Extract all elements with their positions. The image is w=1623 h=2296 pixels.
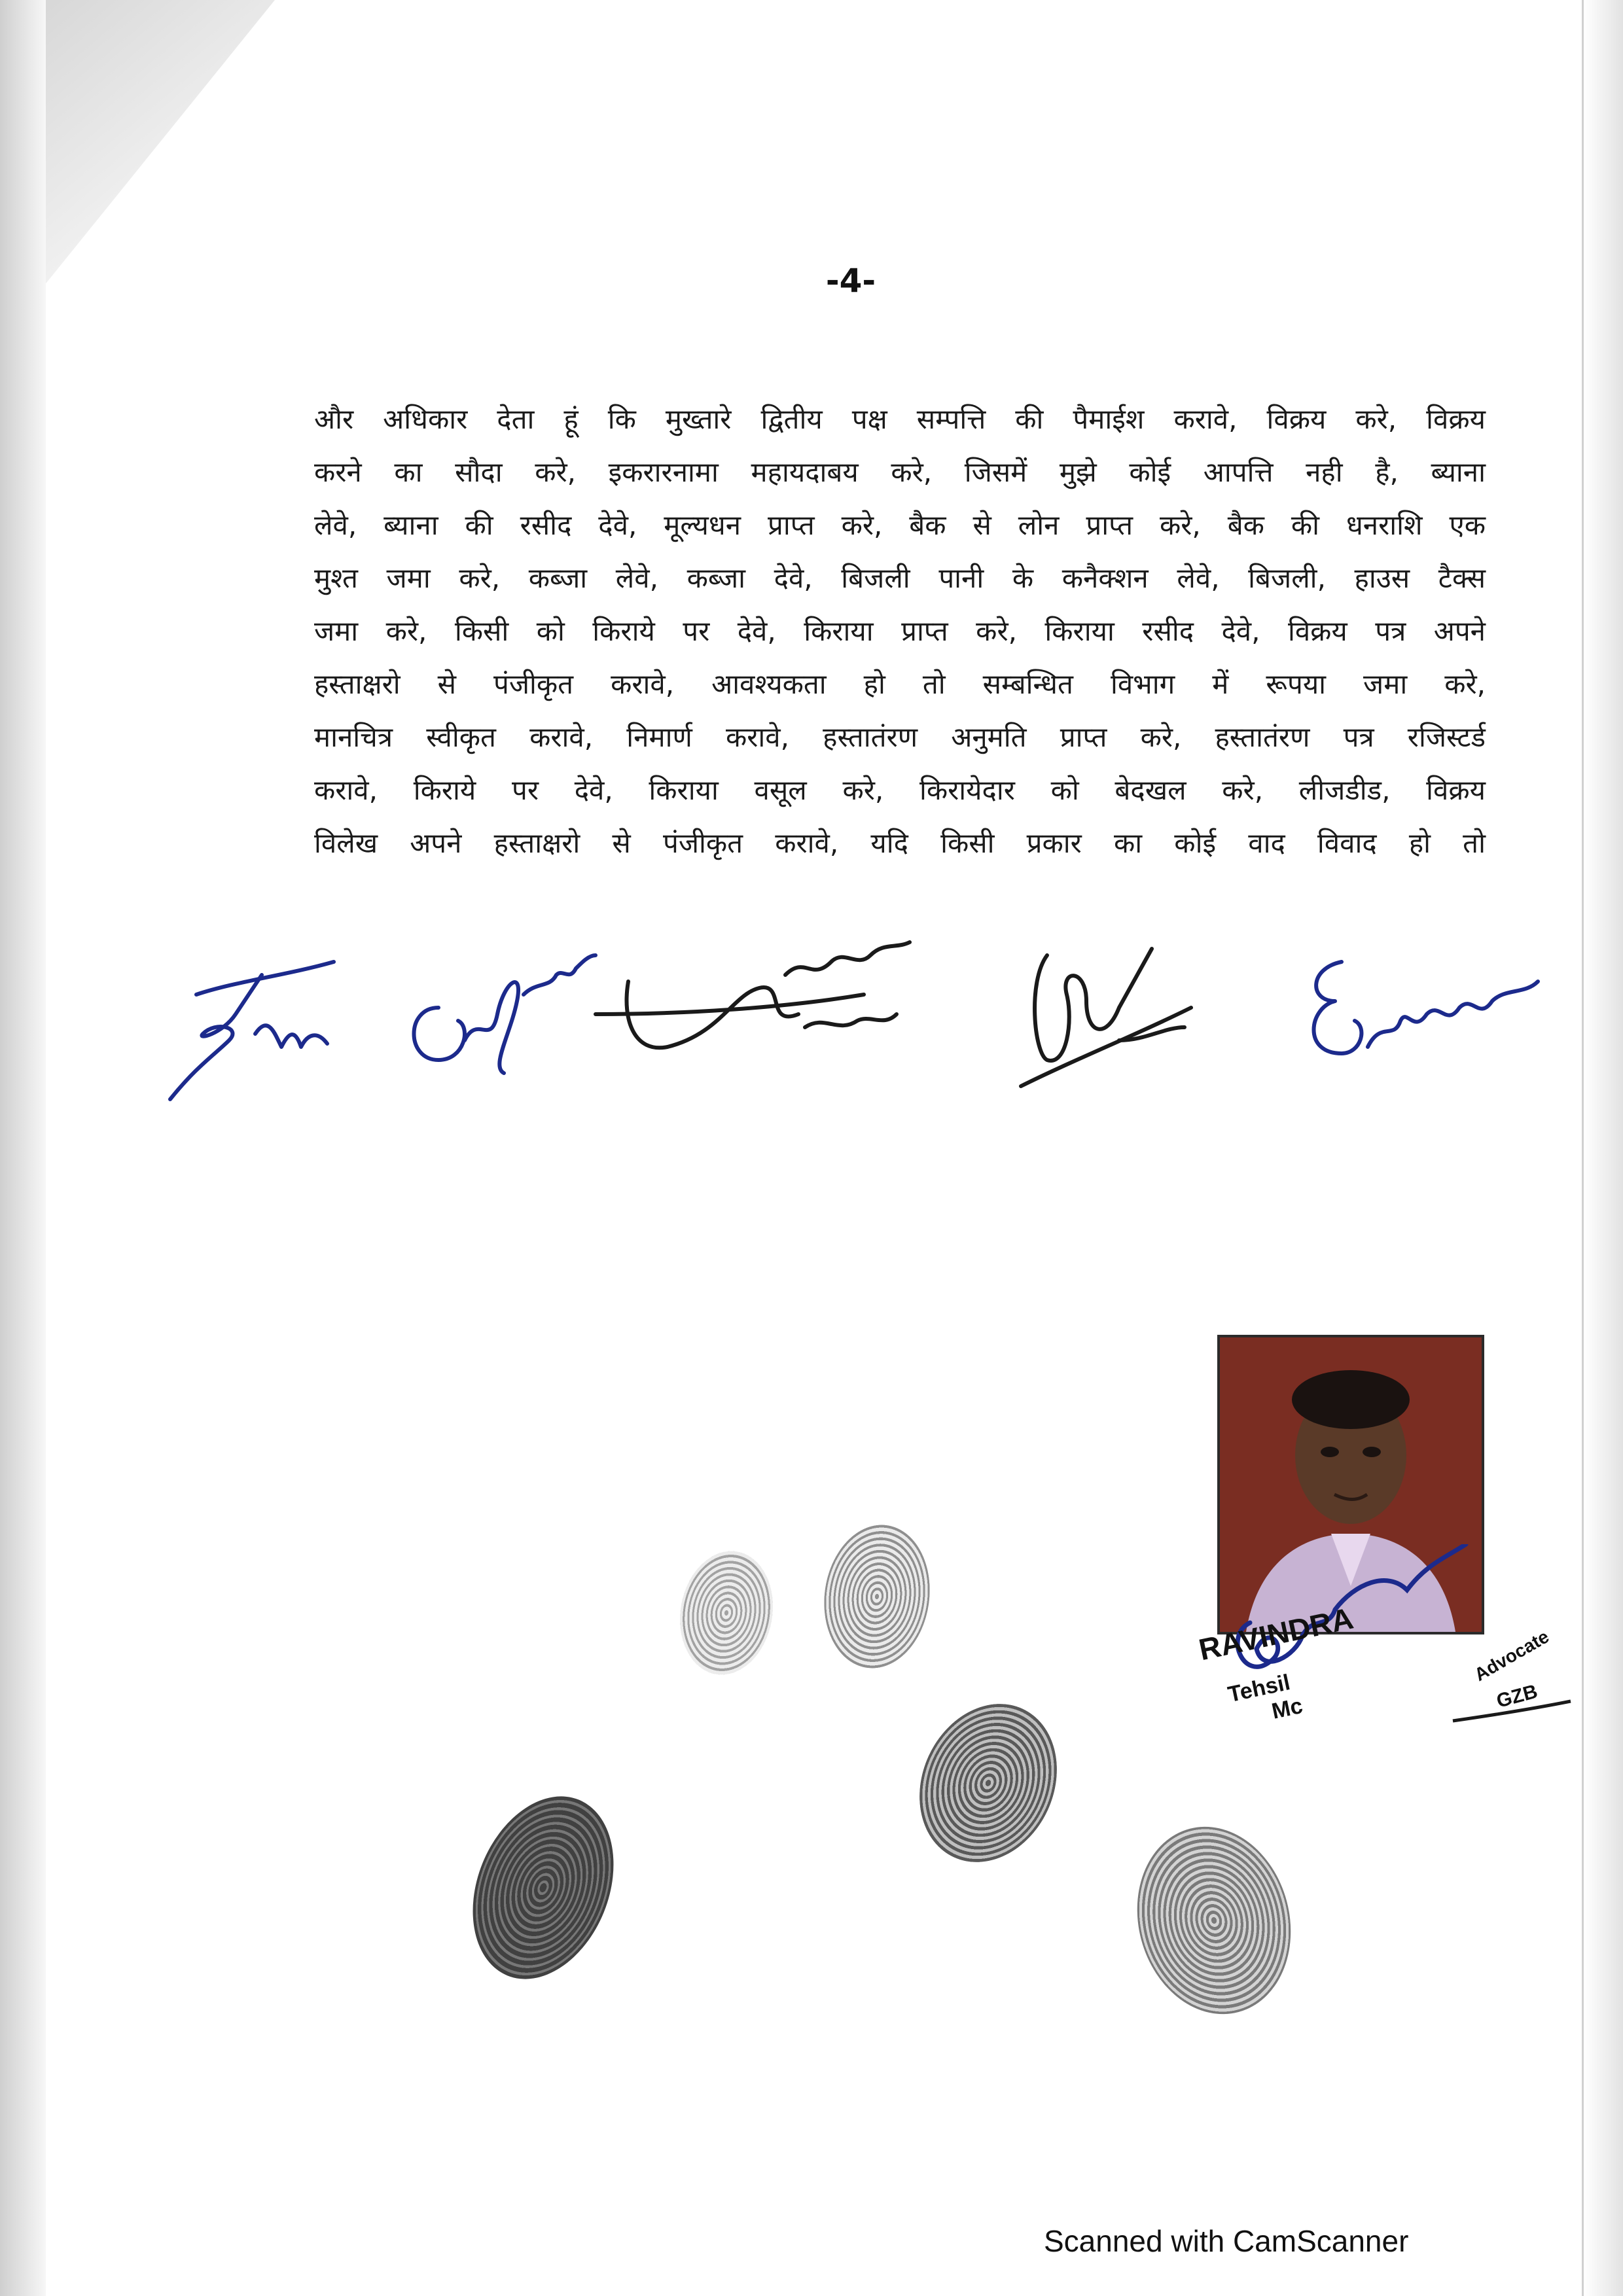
stamp-side-text-2: GZB bbox=[1494, 1680, 1540, 1712]
fingerprint-5 bbox=[1116, 1809, 1311, 2032]
fingerprint-2 bbox=[815, 1518, 938, 1675]
paper-left-shadow bbox=[0, 0, 46, 2296]
paper-right-edge bbox=[1582, 0, 1623, 2296]
body-line: लेवे, ब्याना की रसीद देवे, मूल्यधन प्राप्त करे, बैक से लोन प्राप्त करे, बैक की धनराशि एक bbox=[314, 509, 1486, 541]
signature-4 bbox=[1008, 929, 1204, 1099]
stamp-side-text: Advocate bbox=[1471, 1626, 1553, 1686]
camscanner-watermark: Scanned with CamScanner bbox=[1044, 2224, 1409, 2258]
body-line: जमा करे, किसी को किराये पर देवे, किराया प्राप्त करे, किराया रसीद देवे, विक्रय पत्र अपने bbox=[314, 615, 1486, 647]
body-line: मुश्त जमा करे, कब्जा लेवे, कब्जा देवे, बिजली पानी के कनैक्शन लेवे, बिजली, हाउस टैक्स bbox=[314, 562, 1486, 594]
body-paragraph bbox=[314, 393, 1486, 870]
fingerprint-4 bbox=[447, 1775, 639, 2000]
signature-2 bbox=[393, 916, 602, 1086]
fingerprint-3 bbox=[895, 1681, 1082, 1884]
stamp-line-2: Tehsil Mc bbox=[1226, 1670, 1305, 1724]
body-line: करावे, किराये पर देवे, किराया वसूल करे, किरायेदार को बेदखल करे, लीजडीड, विक्रय bbox=[314, 774, 1486, 806]
stamp-name: RAVINDRA bbox=[1196, 1600, 1357, 1667]
body-line: हस्ताक्षरो से पंजीकृत करावे, आवश्यकता हो तो सम्बन्धित विभाग में रूपया जमा करे, bbox=[314, 668, 1486, 700]
page-number: -4- bbox=[825, 262, 876, 300]
signature-3 bbox=[589, 916, 955, 1067]
body-line: करने का सौदा करे, इकरारनामा महायदाबय करे, जिसमें मुझे कोई आपत्ति नही है, ब्याना bbox=[314, 456, 1486, 488]
body-line: मानचित्र स्वीकृत करावे, निमार्ण करावे, हस्तातंरण अनुमति प्राप्त करे, हस्तातंरण पत्र रजिस्टर्ड bbox=[314, 721, 1486, 753]
body-line: विलेख अपने हस्ताक्षरो से पंजीकृत करावे, यदि किसी प्रकार का कोई वाद विवाद हो तो bbox=[314, 827, 1486, 859]
signature-1 bbox=[157, 936, 366, 1119]
signature-5 bbox=[1283, 936, 1564, 1086]
fingerprint-1 bbox=[671, 1544, 783, 1682]
body-line: और अधिकार देता हूं कि मुख्तारे द्वितीय पक्ष सम्पत्ति की पैमाईश करावे, विक्रय करे, विक्रय bbox=[314, 403, 1486, 435]
